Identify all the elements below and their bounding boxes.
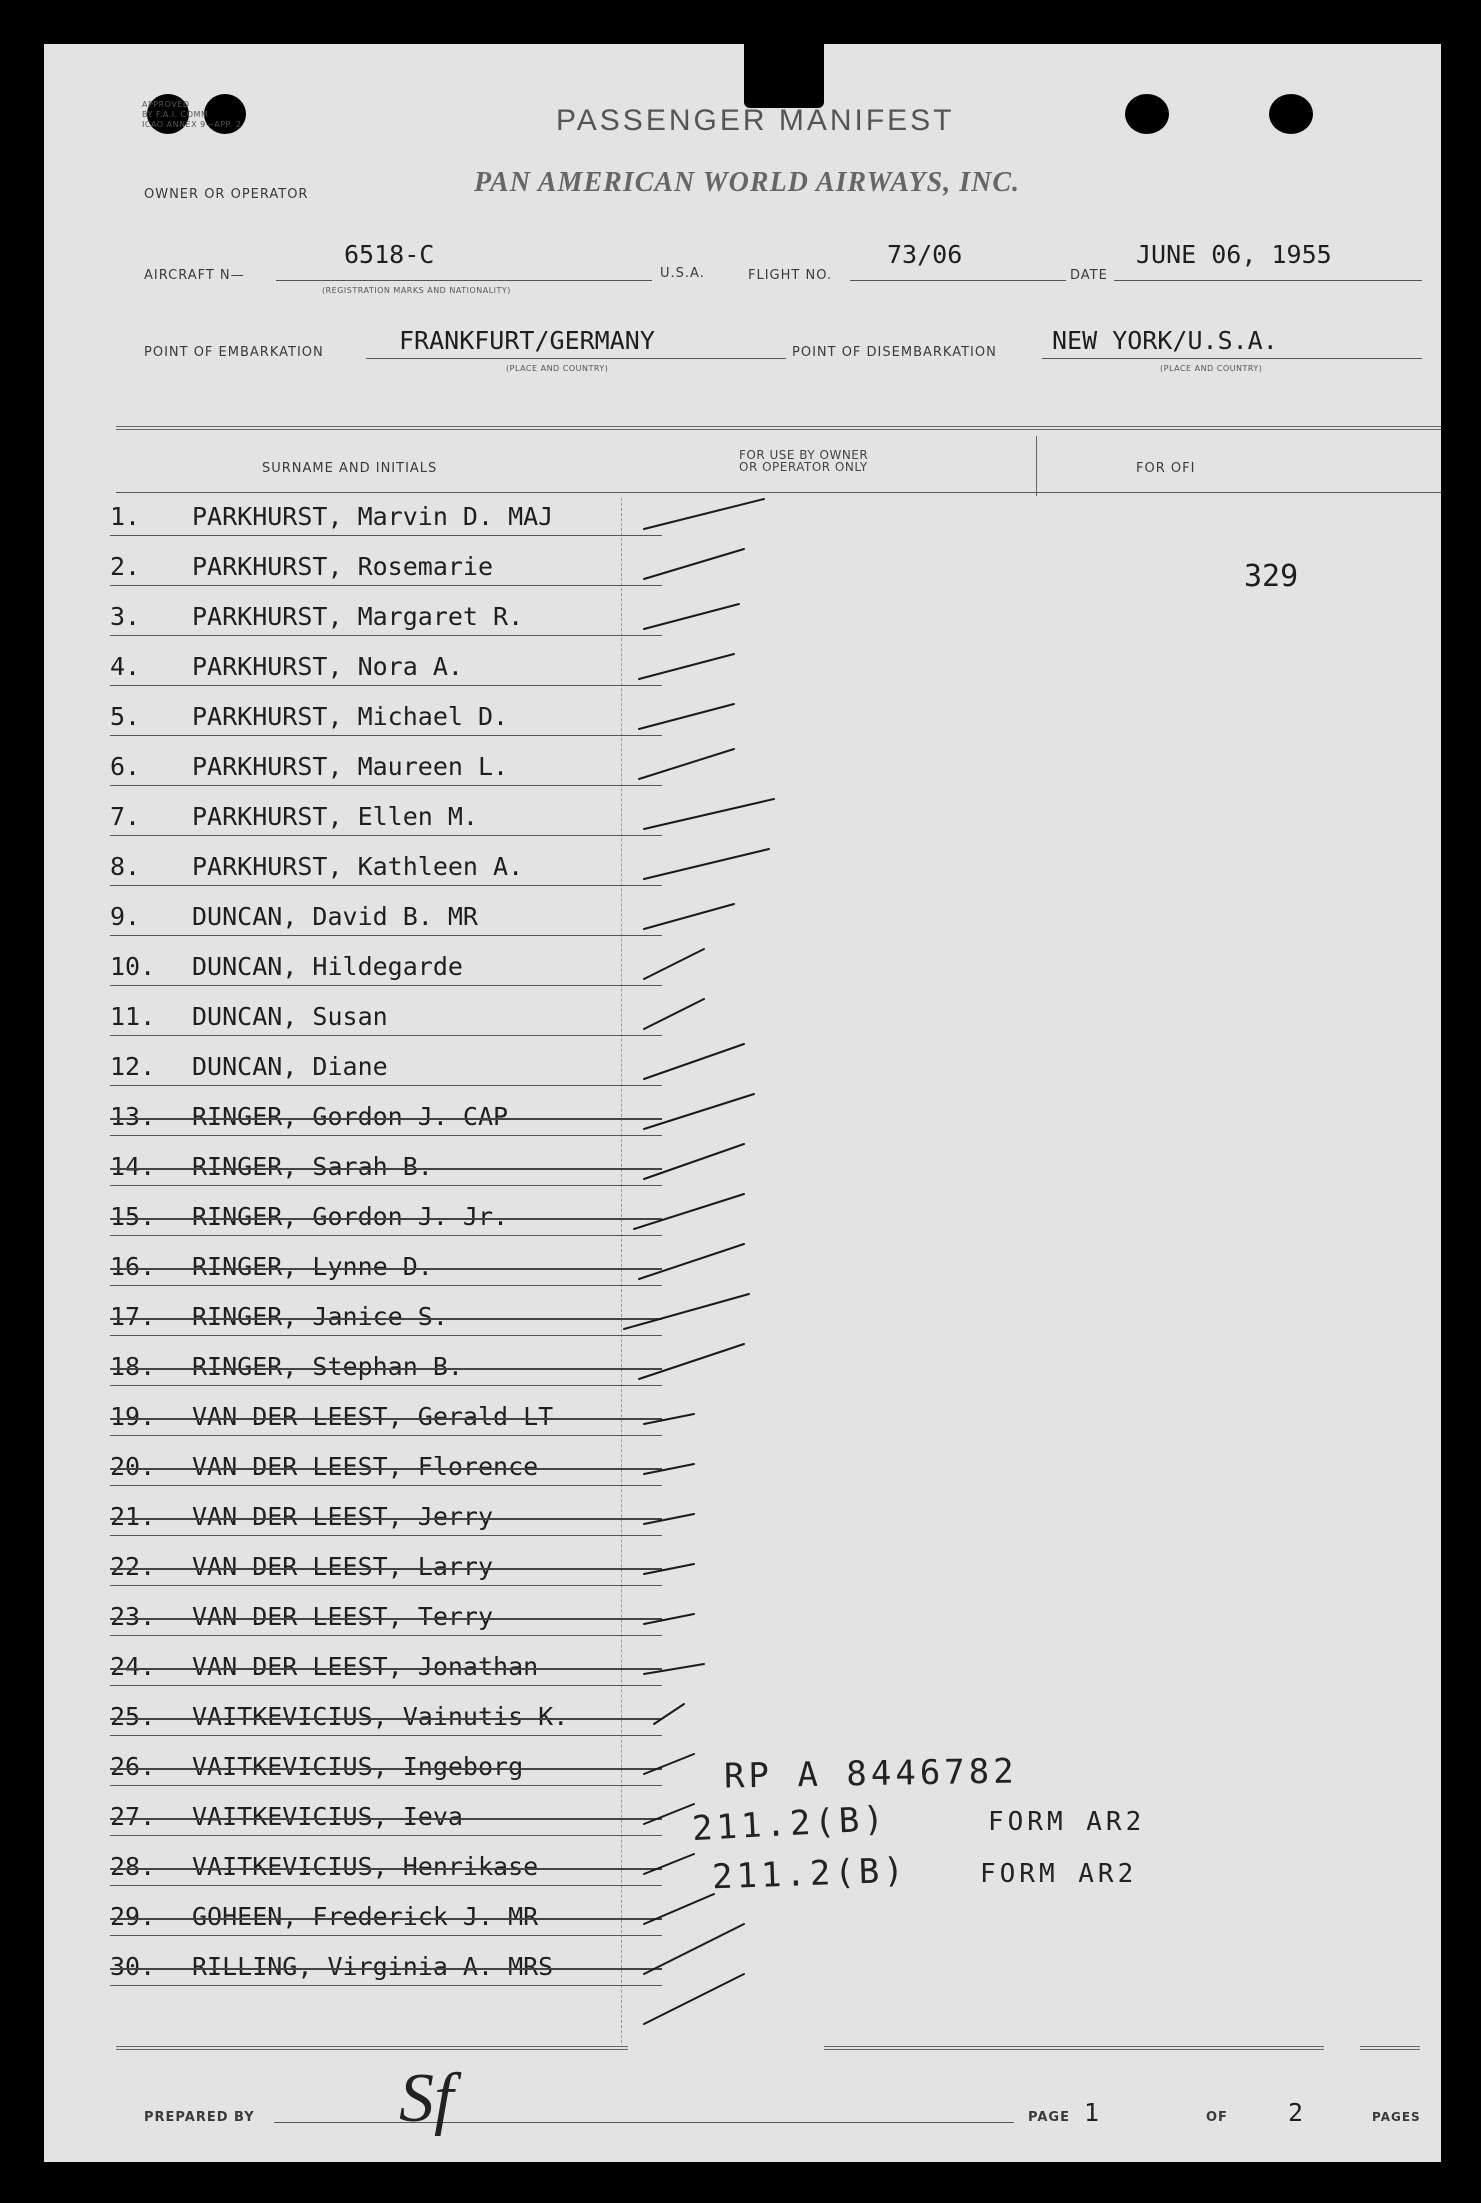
- row-number: 15.: [110, 1202, 156, 1231]
- check-mark: [644, 499, 764, 529]
- passenger-name: DUNCAN, Susan: [192, 1002, 388, 1031]
- row-number: 7.: [110, 802, 141, 831]
- stamp-number: 329: [1244, 559, 1299, 594]
- check-mark: [639, 1344, 744, 1379]
- row-number: 10.: [110, 952, 156, 981]
- row-number: 30.: [110, 1952, 156, 1981]
- row-number: 21.: [110, 1502, 156, 1531]
- check-mark: [644, 1044, 744, 1079]
- check-mark: [644, 1974, 744, 2024]
- disembark-value: NEW YORK/U.S.A.: [1052, 326, 1278, 355]
- of-value: 2: [1288, 2098, 1304, 2127]
- row-number: 26.: [110, 1752, 156, 1781]
- passenger-name: VAITKEVICIUS, Vainutis K.: [192, 1702, 569, 1731]
- check-mark: [654, 1704, 684, 1724]
- aircraft-label: AIRCRAFT N—: [144, 268, 245, 283]
- flight-value: 73/06: [887, 240, 963, 269]
- passenger-name: PARKHURST, Michael D.: [192, 702, 509, 731]
- usa-label: U.S.A.: [660, 266, 705, 281]
- passenger-name: RINGER, Janice S.: [192, 1302, 448, 1331]
- disembark-sub: (PLACE AND COUNTRY): [1160, 364, 1263, 373]
- handwritten-note: FORM AR2: [980, 1859, 1138, 1889]
- check-mark: [639, 704, 734, 729]
- check-mark: [644, 1614, 694, 1624]
- flight-label: FLIGHT NO.: [748, 268, 833, 283]
- passenger-name: PARKHURST, Margaret R.: [192, 602, 524, 631]
- check-mark: [644, 604, 739, 629]
- check-mark: [644, 1414, 694, 1424]
- row-number: 14.: [110, 1152, 156, 1181]
- owner-value: PAN AMERICAN WORLD AIRWAYS, INC.: [474, 167, 1021, 198]
- col-surname-header: SURNAME AND INITIALS: [262, 461, 438, 476]
- check-mark: [644, 1804, 694, 1824]
- passenger-name: PARKHURST, Nora A.: [192, 652, 463, 681]
- passenger-name: VAN DER LEEST, Jonathan: [192, 1652, 539, 1681]
- passenger-name: VAN DER LEEST, Larry: [192, 1552, 494, 1581]
- check-mark: [644, 1514, 694, 1524]
- row-number: 8.: [110, 852, 141, 881]
- passenger-name: DUNCAN, David B. MR: [192, 902, 478, 931]
- handwritten-note: RP A 8446782: [723, 1751, 1018, 1797]
- passenger-name: RILLING, Virginia A. MRS: [192, 1952, 554, 1981]
- passenger-name: PARKHURST, Rosemarie: [192, 552, 494, 581]
- check-mark: [644, 1854, 694, 1874]
- signature: Sf: [399, 2060, 454, 2137]
- manifest-page: [44, 44, 1441, 2162]
- row-number: 28.: [110, 1852, 156, 1881]
- row-number: 16.: [110, 1252, 156, 1281]
- of-label: OF: [1206, 2110, 1228, 2125]
- passenger-name: RINGER, Stephan B.: [192, 1352, 463, 1381]
- passenger-name: VAITKEVICIUS, Henrikase: [192, 1852, 539, 1881]
- check-mark: [644, 1664, 704, 1674]
- row-number: 6.: [110, 752, 141, 781]
- row-number: 20.: [110, 1452, 156, 1481]
- page-title: PASSENGER MANIFEST: [556, 104, 955, 137]
- passenger-name: PARKHURST, Kathleen A.: [192, 852, 524, 881]
- passenger-name: RINGER, Lynne D.: [192, 1252, 433, 1281]
- passenger-name: VAN DER LEEST, Jerry: [192, 1502, 494, 1531]
- prepared-by-label: PREPARED BY: [144, 2110, 255, 2125]
- page-value: 1: [1084, 2098, 1100, 2127]
- handwritten-note: FORM AR2: [988, 1807, 1146, 1837]
- check-mark: [644, 1094, 754, 1129]
- passenger-name: VAITKEVICIUS, Ingeborg: [192, 1752, 524, 1781]
- check-mark: [624, 1294, 749, 1329]
- aircraft-value: 6518-C: [344, 240, 435, 269]
- row-number: 4.: [110, 652, 141, 681]
- handwritten-note: 211.2(B): [691, 1798, 889, 1850]
- passenger-name: VAN DER LEEST, Gerald LT: [192, 1402, 554, 1431]
- passenger-name: GOHEEN, Frederick J. MR: [192, 1902, 539, 1931]
- check-mark: [644, 849, 769, 879]
- row-number: 27.: [110, 1802, 156, 1831]
- passenger-name: VAN DER LEEST, Florence: [192, 1452, 539, 1481]
- col-official-header: FOR OFI: [1136, 461, 1196, 476]
- embark-label: POINT OF EMBARKATION: [144, 345, 324, 360]
- passenger-name: RINGER, Gordon J. CAP: [192, 1102, 509, 1131]
- owner-label: OWNER OR OPERATOR: [144, 187, 309, 202]
- approval-line: APPROVED: [142, 100, 190, 109]
- row-number: 25.: [110, 1702, 156, 1731]
- pages-label: PAGES: [1372, 2110, 1421, 2124]
- row-number: 5.: [110, 702, 141, 731]
- row-number: 11.: [110, 1002, 156, 1031]
- passenger-name: RINGER, Gordon J. Jr.: [192, 1202, 509, 1231]
- col-owner-line: OR OPERATOR ONLY: [739, 460, 868, 474]
- passenger-name: VAITKEVICIUS, Ieva: [192, 1802, 463, 1831]
- row-number: 12.: [110, 1052, 156, 1081]
- check-mark: [639, 749, 734, 779]
- row-number: 1.: [110, 502, 141, 531]
- row-number: 24.: [110, 1652, 156, 1681]
- check-mark: [639, 654, 734, 679]
- disembark-label: POINT OF DISEMBARKATION: [792, 345, 997, 360]
- passenger-name: PARKHURST, Maureen L.: [192, 752, 509, 781]
- row-number: 19.: [110, 1402, 156, 1431]
- approval-line: ICAO ANNEX 9—APP. 2: [142, 120, 242, 129]
- check-mark: [644, 1754, 694, 1774]
- page-label: PAGE: [1028, 2110, 1070, 2125]
- check-mark: [644, 999, 704, 1029]
- passenger-name: PARKHURST, Ellen M.: [192, 802, 478, 831]
- aircraft-sub: (REGISTRATION MARKS AND NATIONALITY): [322, 286, 511, 295]
- passenger-name: DUNCAN, Diane: [192, 1052, 388, 1081]
- passenger-name: RINGER, Sarah B.: [192, 1152, 433, 1181]
- row-number: 23.: [110, 1602, 156, 1631]
- embark-sub: (PLACE AND COUNTRY): [506, 364, 609, 373]
- row-number: 18.: [110, 1352, 156, 1381]
- date-value: JUNE 06, 1955: [1136, 240, 1332, 269]
- check-mark: [644, 1464, 694, 1474]
- embark-value: FRANKFURT/GERMANY: [399, 326, 655, 355]
- check-mark: [644, 949, 704, 979]
- check-mark: [644, 1144, 744, 1179]
- check-mark: [644, 1894, 714, 1924]
- passenger-name: PARKHURST, Marvin D. MAJ: [192, 502, 554, 531]
- col-owner-line: FOR USE BY OWNER: [739, 448, 869, 462]
- row-number: 13.: [110, 1102, 156, 1131]
- row-number: 3.: [110, 602, 141, 631]
- approval-line: BY F.A.I. COMM: [142, 110, 209, 119]
- check-mark: [644, 1924, 744, 1974]
- row-number: 2.: [110, 552, 141, 581]
- check-mark: [644, 799, 774, 829]
- row-number: 17.: [110, 1302, 156, 1331]
- row-number: 9.: [110, 902, 141, 931]
- handwritten-note: 211.2(B): [711, 1850, 909, 1898]
- row-number: 29.: [110, 1902, 156, 1931]
- check-mark: [634, 1194, 744, 1229]
- passenger-name: VAN DER LEEST, Terry: [192, 1602, 494, 1631]
- check-mark: [644, 549, 744, 579]
- check-mark: [644, 1564, 694, 1574]
- row-number: 22.: [110, 1552, 156, 1581]
- date-label: DATE: [1070, 268, 1108, 283]
- passenger-name: DUNCAN, Hildegarde: [192, 952, 463, 981]
- check-mark: [644, 904, 734, 929]
- check-mark: [639, 1244, 744, 1279]
